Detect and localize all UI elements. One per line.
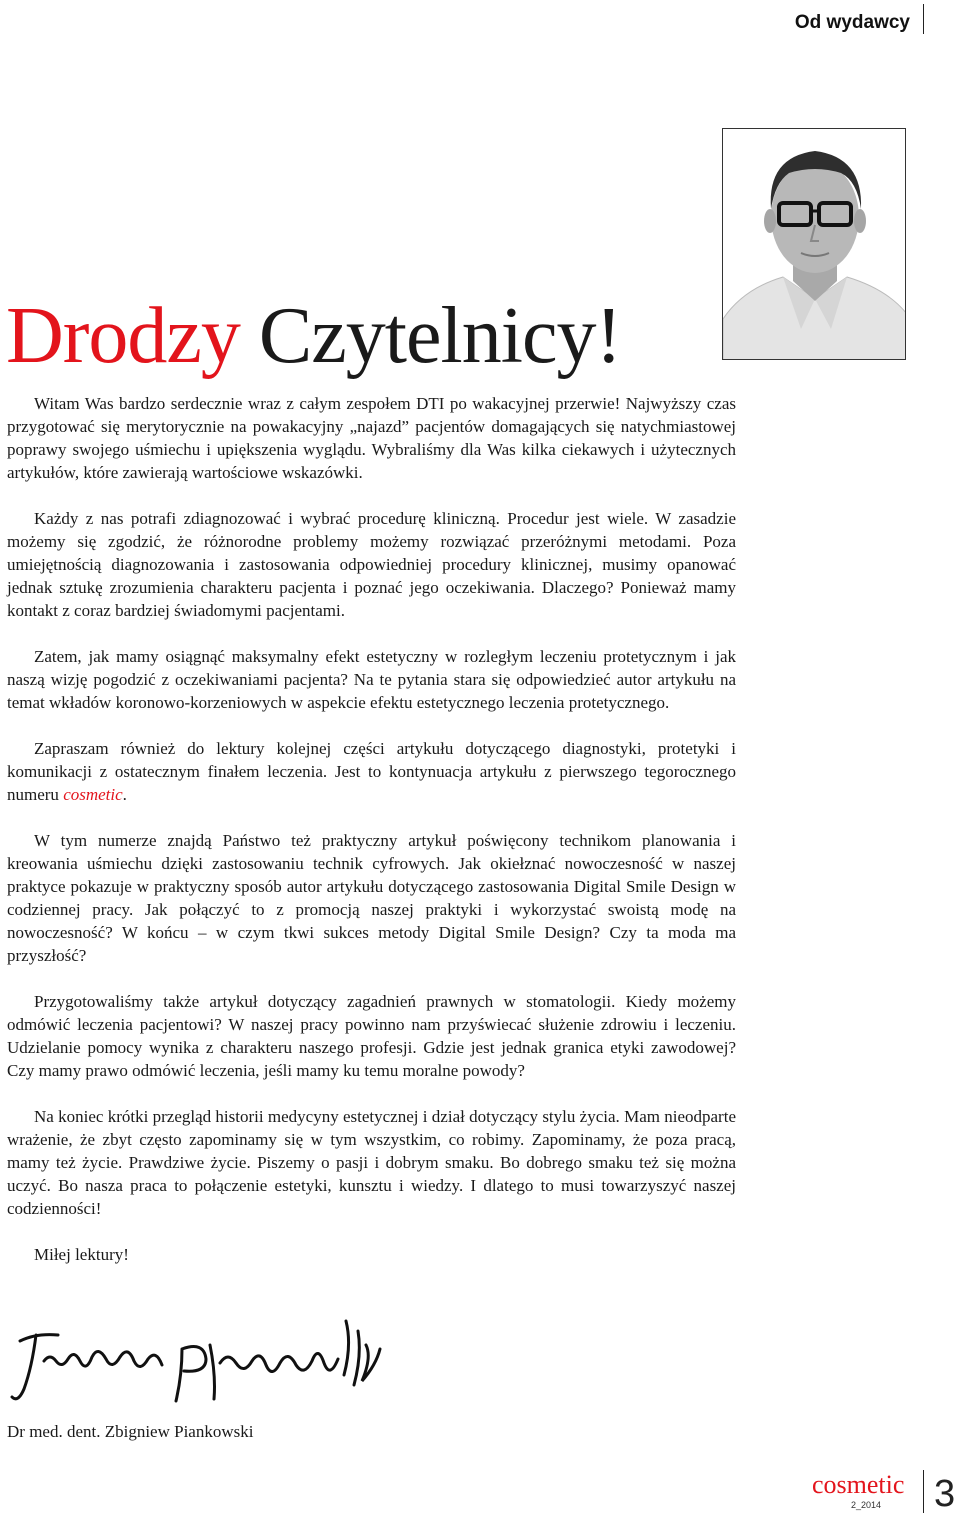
magazine-brand: cosmetic (812, 1470, 905, 1499)
paragraph-legal: Przygotowaliśmy także artykuł dotyczący zagadnień prawnych w stomatologii. Kiedy możemy odmówić leczenia pacjentowi? W naszej pracy powinno nam przyświecać służenie zdrowiu i leczeniu. Udzielanie pomocy wynika z charakteru naszego profesji. Gdzie jest jednak granica etyki zawodowej? Czy mamy prawo odmówić leczenia, jeśli mamy ku temu moralne powody? (7, 992, 736, 1080)
paragraph-continuation-text: Zapraszam również do lektury kolejnej części artykułu dotyczącego diagnostyki, protetyki i komunikacji z ostatecznym finałem leczenia. Jest to kontynuacja artykułu z pierwszego tegorocznego numeru (7, 739, 736, 804)
issue-number: 2_2014 (851, 1500, 882, 1510)
brand-mention: cosmetic (63, 785, 123, 804)
paragraph-prosthetics: Zatem, jak mamy osiągnąć maksymalny efekt estetyczny w rozległym leczeniu protetycznym i jak naszą wizję pogodzić z oczekiwaniami pacjenta? Na te pytania stara się odpowiedzieć autor artykułu na temat wkładów koronowo-korzeniowych w aspekcie efektu estetycznego leczenia protetycznego. (7, 647, 736, 712)
closing-line: Miłej lektury! (34, 1245, 129, 1264)
paragraph-continuation (7, 737, 736, 806)
footer-divider (923, 1470, 924, 1513)
paragraph-continuation-end: . (122, 785, 127, 804)
paragraph-welcome: Witam Was bardzo serdecznie wraz z całym zespołem DTI po wakacyjnej przerwie! Najwyższy czas przygotować się merytorycznie na powakacyjny „najazd” pacjentów domagających się natychmiastowej poprawy swojego uśmiechu i upiększenia wyglądu. Wybraliśmy dla Was kilka ciekawych i użytecznych artykułów, które zawierają wartościowe wskazówki. (7, 394, 736, 482)
portrait-icon (723, 129, 906, 360)
signature-icon (6, 1305, 384, 1420)
paragraph-digital: W tym numerze znajdą Państwo też praktyczny artykuł poświęcony technikom planowania i kreowania uśmiechu dzięki zastosowaniu technik cyfrowych. Jak okiełznać nowoczesność w naszej praktyce pokazuje w praktyczny sposób autor artykułu dotyczącego zastosowania Digital Smile Design w codziennej pracy. Jak połączyć to z promocją naszej praktyki i wykorzystać swoistą modę na nowoczesność? W końcu – w czym tkwi sukces metody Digital Smile Design? Czy ta moda ma przyszłość? (7, 831, 736, 965)
title-greeting: Drodzy (6, 292, 240, 380)
title-addressee: Czytelnicy! (258, 292, 622, 380)
editorial-body (7, 392, 736, 1266)
author-name: Dr med. dent. Zbigniew Piankowski (7, 1422, 254, 1441)
page-title (6, 288, 621, 384)
page-number: 3 (934, 1473, 956, 1515)
section-label: Od wydawcy (794, 12, 910, 33)
header-divider (923, 4, 924, 34)
paragraph-diagnosis: Każdy z nas potrafi zdiagnozować i wybrać procedurę kliniczną. Procedur jest wiele. W zasadzie możemy się zgodzić, że różnorodne problemy możemy rozwiązać przeróżnymi metodami. Poza umiejętnością diagnozowania i zastosowania odpowiedniej procedury klinicznej, musimy opanować jednak sztukę zrozumienia charakteru pacjenta i poznać jego oczekiwania. Dlaczego? Ponieważ mamy kontakt z coraz bardziej świadomymi pacjentami. (7, 509, 736, 620)
signature (6, 1305, 384, 1420)
author-portrait (722, 128, 906, 360)
paragraph-lifestyle: Na koniec krótki przegląd historii medycyny estetycznej i dział dotyczący stylu życia. Mam nieodparte wrażenie, że zbyt często zapominamy się w tym wszystkim, co robimy. Zapominamy, że poza pracą, mamy też życie. Prawdziwe życie. Piszemy o pasji i dobrym smaku. Bo dobrego smaku też się można uczyć. Bo nasza praca to połączenie estetyki, kunsztu i wiedzy. I dlatego to musi towarzyszyć naszej codzienności! (7, 1107, 736, 1218)
